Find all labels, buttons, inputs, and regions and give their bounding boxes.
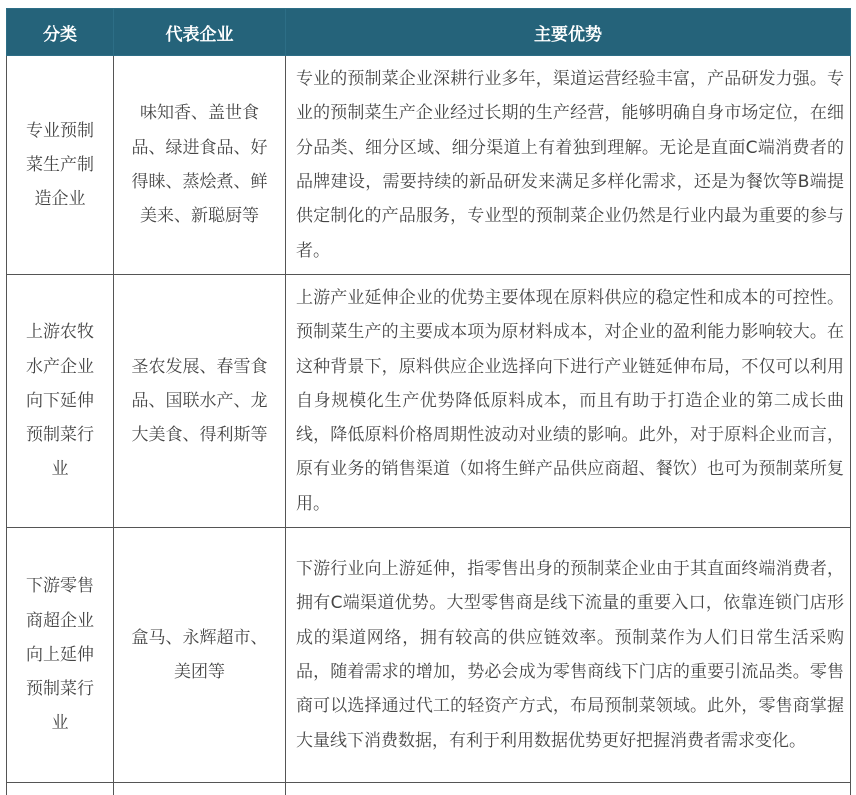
comparison-table: [6, 8, 851, 795]
table-row: [7, 528, 851, 783]
category-cell: 专业预制菜生产制造企业: [7, 56, 114, 275]
table-row: [7, 56, 851, 275]
header-category: 分类: [7, 9, 114, 56]
companies-cell: 盒马、永辉超市、美团等: [114, 528, 286, 783]
advantages-cell: 上游产业延伸企业的优势主要体现在原料供应的稳定性和成本的可控性。预制菜生产的主要成本项为原材料成本，对企业的盈利能力影响较大。在这种背景下，原料供应企业选择向下进行产业链延伸布局，不仅可以利用自身规模化生产优势降低原料成本，而且有助于打造企业的第二成长曲线，降低原料价格周期性波动对业绩的影响。此外，对于原料企业而言，原有业务的销售渠道（如将生鲜产品供应商超、餐饮）也可为预制菜所复用。: [286, 275, 851, 528]
header-companies: 代表企业: [114, 9, 286, 56]
empty-cell: [7, 783, 114, 795]
header-row: [7, 9, 851, 56]
category-cell: 下游零售商超企业向上延伸预制菜行业: [7, 528, 114, 783]
advantages-cell: 专业的预制菜企业深耕行业多年，渠道运营经验丰富，产品研发力强。专业的预制菜生产企业经过长期的生产经营，能够明确自身市场定位，在细分品类、细分区域、细分渠道上有着独到理解。无论是直面C端消费者的品牌建设，需要持续的新品研发来满足多样化需求，还是为餐饮等B端提供定制化的产品服务，专业型的预制菜企业仍然是行业内最为重要的参与者。: [286, 56, 851, 275]
companies-cell: 圣农发展、春雪食品、国联水产、龙大美食、得利斯等: [114, 275, 286, 528]
companies-cell: 味知香、盖世食品、绿进食品、好得睐、蒸烩煮、鲜美来、新聪厨等: [114, 56, 286, 275]
table-row: [7, 275, 851, 528]
category-cell: 上游农牧水产企业向下延伸预制菜行业: [7, 275, 114, 528]
empty-cell: [114, 783, 286, 795]
table-row-partial: [7, 783, 851, 795]
empty-cell: [286, 783, 851, 795]
header-advantages: 主要优势: [286, 9, 851, 56]
advantages-cell: 下游行业向上游延伸，指零售出身的预制菜企业由于其直面终端消费者，拥有C端渠道优势。大型零售商是线下流量的重要入口，依靠连锁门店形成的渠道网络，拥有较高的供应链效率。预制菜作为人们日常生活采购品，随着需求的增加，势必会成为零售商线下门店的重要引流品类。零售商可以选择通过代工的轻资产方式，布局预制菜领域。此外，零售商掌握大量线下消费数据，有利于利用数据优势更好把握消费者需求变化。: [286, 528, 851, 783]
